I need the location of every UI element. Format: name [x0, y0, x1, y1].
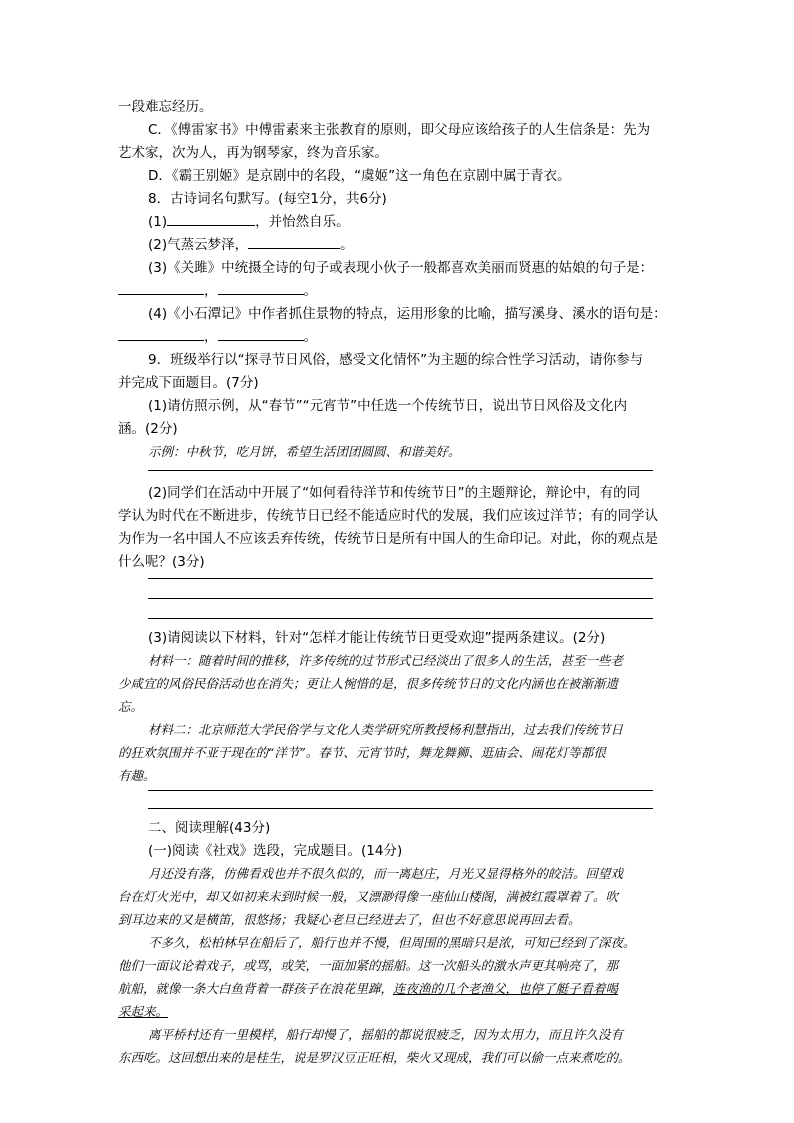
material-1-line1: 材料一：随着时间的推移，许多传统的过节形式已经淡出了很多人的生活，甚至一些老 [148, 653, 624, 668]
question-8-heading: 8．古诗词名句默写。(每空1分，共6分) [148, 191, 387, 207]
passage-line [118, 979, 794, 999]
option-c-line1: C．《傅雷家书》中傅雷素来主张教育的原则，即父母应该给孩子的人生信条是：先为 [148, 122, 651, 138]
question-9-2-line3: 为作为一名中国人不应该丢弃传统，传统节日是所有中国人的生命印记。对此，你的观点是 [118, 531, 658, 547]
question-8-4: (4)《小石潭记》中作者抓住景物的特点，运用形象的比喻，描写溪身、溪水的语句是： [148, 306, 667, 322]
line-text: ，并怡然自乐。 [255, 214, 350, 230]
line-end: 。 [303, 283, 317, 299]
question-8-1 [148, 212, 794, 232]
question-8-3-blanks [118, 281, 794, 301]
question-8-4-blanks [118, 327, 794, 347]
question-9-2-line4: 什么呢？(3分) [118, 554, 205, 570]
answer-line[interactable] [148, 578, 653, 579]
line-end: 。 [340, 237, 354, 253]
question-9-1-line1: (1)请仿照示例，从“春节”“元宵节”中任选一个传统节日，说出节日风俗及文化内 [148, 398, 628, 414]
passage-line: 月还没有落，仿佛看戏也并不很久似的，而一离赵庄，月光又显得格外的皎洁。回望戏 [148, 866, 624, 881]
question-9-2-line2: 学认为时代在不断进步，传统节日已经不能适应时代的发展，我们应该过洋节；有的同学认 [118, 508, 658, 524]
passage-line: 他们一面议论着戏子，或骂，或笑，一面加紧的摇船。这一次船头的激水声更其响亮了，那 [118, 958, 619, 973]
answer-line[interactable] [148, 790, 653, 791]
example-text: 示例：中秋节，吃月饼，希望生活团团圆圆、和谐美好。 [148, 444, 461, 459]
answer-blank[interactable] [218, 281, 304, 295]
underlined-sentence: 连夜渔的几个老渔父，也停了艇子看着喝 [393, 981, 619, 996]
line-end: 。 [303, 329, 317, 345]
answer-blank[interactable] [248, 235, 340, 249]
option-d: D．《霸王别姬》是京剧中的名段，“虞姬”这一角色在京剧中属于青衣。 [148, 168, 571, 184]
answer-blank[interactable] [118, 327, 204, 341]
question-9-line1: 9．班级举行以“探寻节日风俗，感受文化情怀”为主题的综合性学习活动，请你参与 [148, 352, 644, 368]
material-2-line1: 材料二：北京师范大学民俗学与文化人类学研究所教授杨利慧指出，过去我们传统节日 [148, 722, 624, 737]
question-8-3: (3)《关雎》中统摄全诗的句子或表现小伙子一般都喜欢美丽而贤惠的姑娘的句子是： [148, 260, 654, 276]
passage-line: 台在灯火光中，却又如初来未到时候一般，又漂渺得像一座仙山楼阁，满被红霞罩着了。吹 [118, 889, 619, 904]
passage-heading: (一)阅读《社戏》选段，完成题目。(14分) [148, 843, 403, 859]
comma: ， [204, 283, 218, 299]
comma: ， [204, 329, 218, 345]
answer-line[interactable] [148, 598, 653, 599]
passage-line: 到耳边来的又是横笛，很悠扬；我疑心老旦已经进去了，但也不好意思说再回去看。 [118, 912, 581, 927]
question-9-line2: 并完成下面题目。(7分) [118, 375, 259, 391]
answer-blank[interactable] [218, 327, 304, 341]
question-9-2-line1: (2)同学们在活动中开展了“如何看待洋节和传统节日”的主题辩论，辩论中，有的同 [148, 485, 641, 501]
passage-text: 航船，就像一条大白鱼背着一群孩子在浪花里蹿， [118, 981, 394, 996]
question-9-1-line2: 涵。(2分) [118, 421, 178, 437]
answer-blank[interactable] [118, 281, 204, 295]
answer-blank[interactable] [167, 212, 255, 226]
material-1-line2: 少咸宜的风俗民俗活动也在消失；更让人惋惜的是，很多传统节日的文化内涵也在被渐渐遗 [118, 676, 619, 691]
answer-line[interactable] [148, 470, 653, 471]
option-c-line2: 艺术家，次为人，再为钢琴家，终为音乐家。 [118, 145, 388, 161]
material-2-line2: 的狂欢氛围并不亚于现在的“洋节”。春节、元宵节时，舞龙舞狮、逛庙会、闹花灯等都很 [118, 745, 606, 760]
line-text: (2)气蒸云梦泽， [148, 237, 249, 253]
answer-line[interactable] [148, 618, 653, 619]
material-1-line3: 忘。 [118, 699, 144, 714]
question-8-2 [148, 235, 794, 255]
passage-line: 离平桥村还有一里模样，船行却慢了，摇船的都说很疲乏，因为太用力，而且许久没有 [148, 1027, 624, 1042]
item-number: (1) [148, 214, 168, 230]
text-line: 一段难忘经历。 [118, 99, 213, 115]
underlined-sentence-end: 采起来。 [118, 1004, 169, 1019]
passage-line: 不多久，松柏林早在船后了，船行也并不慢，但周围的黑暗只是浓，可知已经到了深夜。 [148, 935, 636, 950]
answer-line[interactable] [148, 808, 653, 809]
passage-line: 东西吃。这回想出来的是桂生，说是罗汉豆正旺相，柴火又现成，我们可以偷一点来煮吃的。 [118, 1050, 631, 1065]
question-9-3: (3)请阅读以下材料，针对“怎样才能让传统节日更受欢迎”提两条建议。(2分) [148, 630, 606, 646]
section-2-heading: 二、阅读理解(43分) [148, 820, 271, 836]
material-2-line3: 有趣。 [118, 768, 156, 783]
